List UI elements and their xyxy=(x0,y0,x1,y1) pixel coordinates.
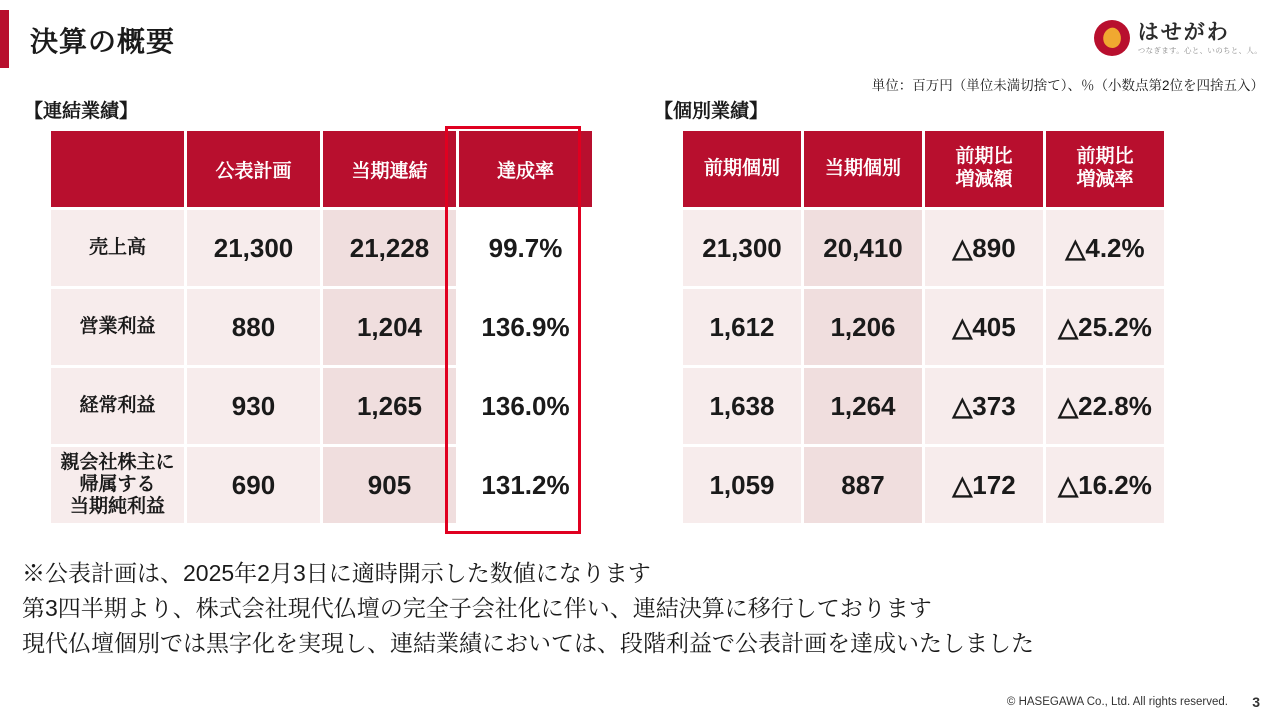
consolidated-row-label: 売上高 xyxy=(51,210,184,286)
individual-cell-diff: △373 xyxy=(925,368,1043,444)
logo-name: はせがわ xyxy=(1137,20,1230,44)
individual-cell-curr: 887 xyxy=(804,447,922,523)
consolidated-row-label: 営業利益 xyxy=(51,289,184,365)
footnote-line-1: ※公表計画は、2025年2月3日に適時開示した数値になります xyxy=(22,560,651,586)
individual-cell-pct: △25.2% xyxy=(1046,289,1164,365)
individual-cell-diff: △890 xyxy=(925,210,1043,286)
consolidated-header-actual: 当期連結 xyxy=(323,131,456,207)
individual-cell-prev: 1,638 xyxy=(683,368,801,444)
consolidated-table xyxy=(48,128,595,526)
page-title: 決算の概要 xyxy=(30,26,176,57)
header-line-2: 増減率 xyxy=(1076,169,1134,190)
individual-cell-prev: 21,300 xyxy=(683,210,801,286)
individual-cell-curr: 20,410 xyxy=(804,210,922,286)
table-row xyxy=(51,368,592,444)
table-header-row xyxy=(51,131,592,207)
table-row xyxy=(683,210,1164,286)
header-line-2: 増減額 xyxy=(955,169,1013,190)
individual-header-pct xyxy=(1046,131,1164,207)
footnote-line-3: 現代仏壇個別では黒字化を実現し、連結業績においては、段階利益で公表計画を達成いたしました xyxy=(22,629,1034,656)
consolidated-cell-plan: 930 xyxy=(187,368,320,444)
header-line-1: 当期個別 xyxy=(824,157,901,179)
consolidated-cell-rate: 99.7% xyxy=(459,210,592,286)
header-line-1: 前期個別 xyxy=(703,157,780,179)
consolidated-cell-actual: 1,204 xyxy=(323,289,456,365)
consolidated-cell-actual: 1,265 xyxy=(323,368,456,444)
individual-header-curr xyxy=(804,131,922,207)
table-row xyxy=(683,447,1164,523)
individual-cell-diff: △405 xyxy=(925,289,1043,365)
consolidated-header-blank xyxy=(51,131,184,207)
row-label-line-1: 親会社株主に xyxy=(60,452,175,474)
header-line-1: 前期比 xyxy=(955,146,1013,168)
table-row xyxy=(51,210,592,286)
individual-section-label: 【個別業績】 xyxy=(654,101,769,122)
hasegawa-flame-icon xyxy=(1094,20,1130,56)
title-accent-bar xyxy=(0,10,9,68)
row-label-line-3: 当期純利益 xyxy=(69,495,165,517)
consolidated-header-plan: 公表計画 xyxy=(187,131,320,207)
consolidated-cell-rate: 131.2% xyxy=(459,447,592,523)
consolidated-cell-plan: 21,300 xyxy=(187,210,320,286)
table-row xyxy=(51,289,592,365)
consolidated-row-label: 経常利益 xyxy=(51,368,184,444)
page-number: 3 xyxy=(1252,694,1260,710)
table-row xyxy=(683,368,1164,444)
individual-cell-pct: △16.2% xyxy=(1046,447,1164,523)
row-label-line-2: 帰属する xyxy=(79,474,156,496)
table-header-row xyxy=(683,131,1164,207)
individual-cell-prev: 1,612 xyxy=(683,289,801,365)
consolidated-cell-plan: 880 xyxy=(187,289,320,365)
consolidated-cell-plan: 690 xyxy=(187,447,320,523)
individual-cell-curr: 1,264 xyxy=(804,368,922,444)
consolidated-header-rate: 達成率 xyxy=(459,131,592,207)
consolidated-cell-actual: 21,228 xyxy=(323,210,456,286)
consolidated-row-label xyxy=(51,447,184,523)
consolidated-cell-actual: 905 xyxy=(323,447,456,523)
footnotes xyxy=(22,556,1034,661)
logo-text-block xyxy=(1138,22,1262,55)
individual-cell-prev: 1,059 xyxy=(683,447,801,523)
table-row xyxy=(683,289,1164,365)
table-row xyxy=(51,447,592,523)
consolidated-cell-rate: 136.0% xyxy=(459,368,592,444)
individual-cell-diff: △172 xyxy=(925,447,1043,523)
individual-header-diff xyxy=(925,131,1043,207)
consolidated-cell-rate: 136.9% xyxy=(459,289,592,365)
consolidated-section-label: 【連結業績】 xyxy=(24,101,139,122)
individual-header-prev xyxy=(683,131,801,207)
title-bar xyxy=(0,10,1280,68)
header-line-1: 前期比 xyxy=(1076,146,1134,168)
individual-cell-curr: 1,206 xyxy=(804,289,922,365)
logo-tagline: つなぎます。心と、いのちと、人。 xyxy=(1137,45,1262,55)
unit-note: 単位：百万円（単位未満切捨て）、％（小数点第2位を四捨五入） xyxy=(871,78,1264,93)
individual-cell-pct: △22.8% xyxy=(1046,368,1164,444)
footnote-line-2: 第3四半期より、株式会社現代仏壇の完全子会社化に伴い、連結決算に移行しております xyxy=(22,594,932,621)
copyright-text: © HASEGAWA Co., Ltd. All rights reserved. xyxy=(1006,696,1228,708)
company-logo xyxy=(1094,20,1262,56)
individual-table xyxy=(680,128,1167,526)
individual-cell-pct: △4.2% xyxy=(1046,210,1164,286)
